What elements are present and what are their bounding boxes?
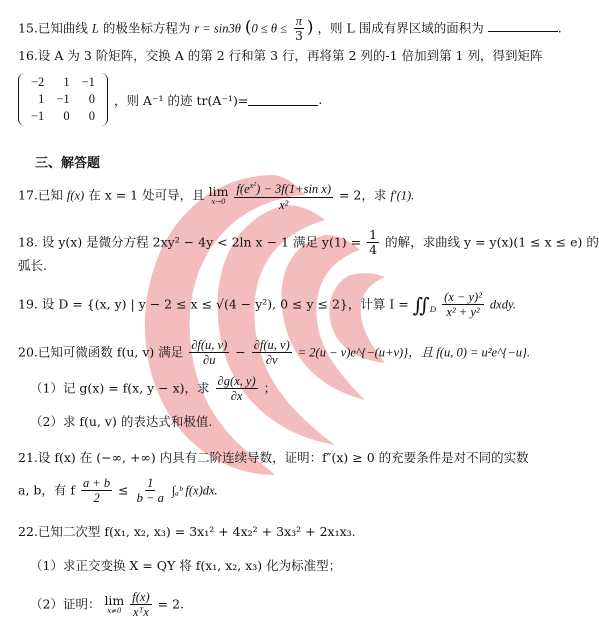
question-22: 22.已知二次型 f(x₁, x₂, x₃) = 3x₁² + 4x₂² + 3x₃² + 2x₁x₃. (18, 524, 356, 539)
question-22-part2: （2）证明： lim x≠0 $\frac{f(x)}{\text{xᵀx}}$ = 2. (30, 590, 184, 620)
q21-midpoint: $\frac{a + b}{2}$ (83, 476, 111, 506)
question-22-part1: （1）求正交变换 X = QY 将 f(x₁, x₂, x₃) 化为标准型； (30, 558, 342, 573)
question-19: 19. 设 D = {(x, y) | y − 2 ≤ x ≤ √(4 − y²), 0 ≤ y ≤ 2}，计算 $I = ∬_D$ $\frac{\text{(x − y)²}}{\text{x² + y²}}$ dxdy. (18, 290, 516, 320)
question-18-line1: 18. 设 y(x) 是微分方程 2xy² − 4y < 2ln x − 1 满足 y(1) = $\frac{1}{4}$ 的解，求曲线 y = y(x)(1 ≤ x ≤ e) 的 (18, 227, 599, 258)
question-17: 17.已知 f(x) 在 x = 1 处可导，且 lim x→0 $\frac{f(e^{x^2}) - 3f(1+\sin x)}{\text{x²}}$ = 2，求 f′(1). (18, 180, 415, 212)
q17-prefix: 17.已知 (18, 187, 63, 203)
q17-fraction: $\frac{f(e^{x^2}) - 3f(1+\sin x)}{\text{x²}}$ (236, 180, 331, 212)
q16-trace-text: ，则 A⁻¹ 的迹 tr(A⁻¹)= (113, 92, 249, 108)
section-title: 三、解答题 (35, 156, 101, 171)
question-21-line1: 21.设 f(x) 在 (−∞, +∞) 内具有二阶连续导数，证明：f″(x) ≥ 0 的充要条件是对不同的实数 (18, 450, 529, 465)
q18-one-quarter: $\frac{1}{4}$ (369, 227, 378, 258)
question-18-line2: 弧长. (18, 258, 47, 273)
question-16: 16.设 A 为 3 阶矩阵，交换 A 的第 2 行和第 3 行，再将第 2 列的-1 倍加到第 1 列，得到矩阵 (18, 48, 543, 63)
q20-partial-g: $\frac{\partial g(x, y)}{\partial x}$ (217, 374, 256, 404)
q15-answer-blank[interactable] (488, 19, 558, 32)
q15-pi-over-3: $\frac{\pi}{3}$ (294, 14, 303, 44)
q20-partial-u: $\frac{\partial f(u, v)}{\partial u}$ (191, 338, 228, 368)
q21-reciprocal: $\frac{1}{b - a}$ (136, 476, 164, 506)
question-21-line2: a, b，有 f $\frac{a + b}{2}$ ≤ $\frac{1}{b - a}$ ∫ₐᵇ f(x)dx. (18, 476, 218, 506)
q15-curve-name: L (91, 21, 99, 36)
q15-mid: 的极坐标方程为 (102, 20, 191, 36)
q16-answer-blank[interactable] (248, 93, 318, 106)
q15-equation: r = sin3θ (194, 21, 241, 36)
q22-limit: lim x≠0 (104, 593, 125, 615)
question-15: 15.已知曲线 L 的极坐标方程为 r = sin3θ (0 ≤ θ ≤ $\frac{\pi}{3}$ ) ，则 L 围成有界区域的面积为 . (18, 14, 562, 44)
q17-mid: 在 x = 1 处可导，且 (88, 187, 205, 203)
q22-fraction: $\frac{f(x)}{\text{xᵀx}}$ (132, 590, 150, 620)
question-20-part1: （1）记 g(x) = f(x, y − x)，求 $\frac{\partial g(x, y)}{\partial x}$ ； (30, 374, 277, 404)
q15-prefix: 15.已知曲线 (18, 20, 88, 36)
question-20-part2: （2）求 f(u, v) 的表达式和极值. (30, 414, 213, 429)
q17-limit: lim x→0 (208, 184, 229, 206)
q15-suffix: ，则 L 围成有界区域的面积为 (317, 20, 484, 36)
q19-fraction: $\frac{\text{(x − y)²}}{\text{x² + y²}}$ (444, 290, 482, 320)
question-20: 20.已知可微函数 f(u, v) 满足 $\frac{\partial f(u, v)}{\partial u}$ − $\frac{\partial f(u, v)}{\partial v}$ = 2(u − v)e^{−(u+v)}，且 f(u, 0) = u²e^{−u}. (18, 338, 531, 368)
q20-partial-v: $\frac{\partial f(u, v)}{\partial v}$ (253, 338, 290, 368)
q16-matrix: −2 1 −1 1 −1 0 −1 0 0 ，则 A⁻¹ 的迹 tr(A⁻¹)= . (18, 73, 322, 126)
double-integral-icon: ∬ (412, 292, 430, 317)
q15-range: 0 ≤ θ ≤ (251, 21, 287, 36)
phoenix-logo-watermark (135, 165, 415, 485)
